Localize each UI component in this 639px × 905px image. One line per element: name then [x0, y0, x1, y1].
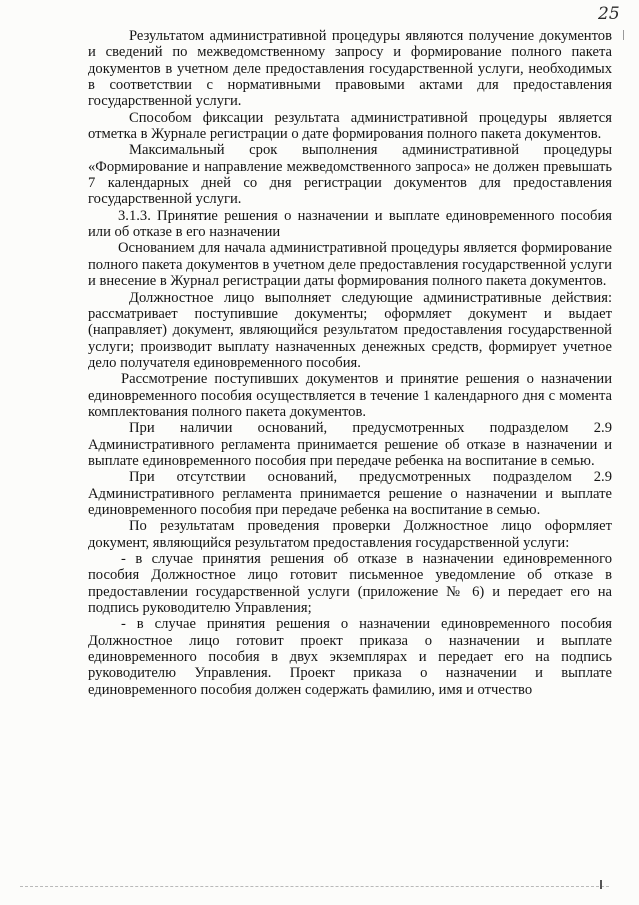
- paragraph-fixation-method: Способом фиксации результата административной процедуры является отметка в Журнале регистрации о дате формирования полного пакета документов.: [88, 109, 612, 143]
- section-heading-3-1-3: 3.1.3. Принятие решения о назначении и выплате единовременного пособия или об отказе в его назначении: [88, 207, 612, 241]
- scan-bottom-mark: [600, 880, 602, 889]
- paragraph-result: Результатом административной процедуры являются получение документов и сведений по межведомственному запросу и формирование полного пакета документов в учетном деле предоставления государственной услуги, необходимых в соответствии с нормативными правовыми актами для предоставления государственной услуги.: [88, 28, 612, 110]
- paragraph-official-actions: Должностное лицо выполняет следующие административные действия: рассматривает поступившие документы; оформляет документ и выдает (направляет) документ, являющийся результатом предоставления государственной услуги; производит выплату назначенных денежных средств, формирует учетное дело получателя единовременного пособия.: [88, 289, 612, 371]
- margin-mark: [623, 30, 624, 40]
- paragraph-refusal-grounds: При наличии оснований, предусмотренных подразделом 2.9 Административного регламента принимается решение об отказе в назначении и выплате единовременного пособия при передаче ребенка на воспитание в семью.: [88, 420, 612, 469]
- list-item-approval: - в случае принятия решения о назначении единовременного пособия Должностное лицо готовит проект приказа о назначении и выплате единовременного пособия в двух экземплярах и передает его на подпись руководителю Управления. Проект приказа о назначении и выплате единовременного пособия должен содержать фамилию, имя и отчество: [88, 616, 612, 698]
- paragraph-review-term: Рассмотрение поступивших документов и принятие решения о назначении единовременного пособия осуществляется в течение 1 календарного дня с момента комплектования полного пакета документов.: [88, 371, 612, 420]
- handwritten-page-number: 25: [598, 4, 620, 24]
- scan-bottom-rule: [20, 886, 609, 887]
- paragraph-max-term: Максимальный срок выполнения административной процедуры «Формирование и направление межведомственного запроса» не должен превышать 7 календарных дней со дня регистрации документов для предоставления государственной услуги.: [88, 142, 612, 208]
- document-body: [88, 28, 612, 698]
- paragraph-basis: Основанием для начала административной процедуры является формирование полного пакета документов в учетном деле предоставления государственной услуги и внесение в Журнал регистрации даты формирования полного пакета документов.: [88, 240, 612, 290]
- paragraph-check-results: По результатам проведения проверки Должностное лицо оформляет документ, являющийся результатом предоставления государственной услуги:: [88, 518, 612, 551]
- list-item-refusal: - в случае принятия решения об отказе в назначении единовременного пособия Должностное лицо готовит письменное уведомление об отказе в предоставлении государственной услуги (приложение № 6) и передает его на подпись руководителю Управления;: [88, 551, 612, 617]
- paragraph-no-refusal-grounds: При отсутствии оснований, предусмотренных подразделом 2.9 Административного регламента принимается решение о назначении и выплате единовременного пособия при передаче ребенка на воспитание в семью.: [88, 469, 612, 518]
